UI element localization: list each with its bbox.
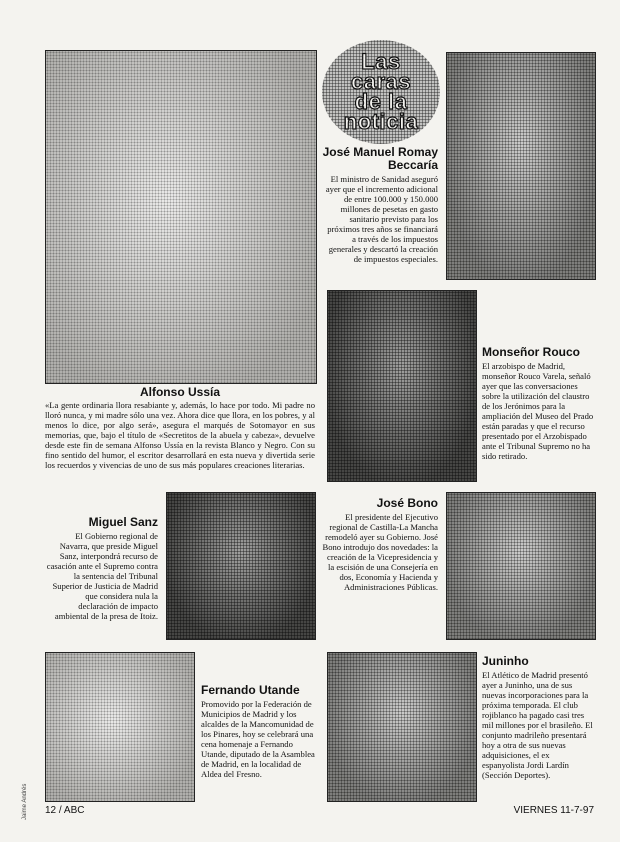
profile-name-miguel-sanz: Miguel Sanz [88, 515, 158, 529]
profile-name-monsenor-rouco: Monseñor Rouco [482, 345, 580, 359]
photo-fernando-utande [45, 652, 195, 802]
photo-romay-beccaria [446, 52, 596, 280]
photo-credit: Jaime Andrés [22, 783, 28, 820]
profile-name-romay-beccaria: José Manuel Romay Beccaría [322, 145, 438, 172]
profile-text-jose-bono: El presidente del Ejecutivo regional de Castilla-La Mancha remodeló ayer su Gobierno. José Bono introdujo dos novedades: la creación de la Vicepresidencia y la escisión de una Consejería en dos, Economía y Hacienda y Administraciones Públicas. [322, 512, 438, 592]
section-logo-line3: de la [354, 89, 408, 114]
profile-name-fernando-utande: Fernando Utande [201, 683, 300, 697]
photo-monsenor-rouco [327, 290, 477, 482]
page-number: 12 / ABC [45, 805, 85, 816]
profile-text-fernando-utande: Promovido por la Federación de Municipios de Madrid y los alcaldes de la Mancomunidad de los Pinares, hoy se celebrará una cena homenaje a Fernando Utande, diputado de la Asamblea de Madrid, en la localidad de Aldea del Fresno. [201, 699, 315, 779]
photo-miguel-sanz [166, 492, 316, 640]
photo-alfonso-ussia [45, 50, 317, 384]
profile-text-juninho: El Atlético de Madrid presentó ayer a Juninho, una de sus nuevas incorporaciones para la próxima temporada. El club rojiblanco ha pagado casi tres mil millones por el brasileño. El conjunto madrileño presentará hoy a otra de sus nuevas adquisiciones, el ex espanyolista Jordi Lardín (Sección Deportes). [482, 670, 593, 780]
section-logo-line4: noticia [343, 109, 419, 134]
profile-name-alfonso-ussia: Alfonso Ussía [139, 385, 220, 399]
profile-text-romay-beccaria: El ministro de Sanidad aseguró ayer que el incremento adicional de entre 100.000 y 150.000 millones de pesetas en gasto sanitario previsto para los próximos tres años se financiará a través de los impuestos generales y descartó la creación de impuestos especiales. [325, 174, 438, 264]
issue-date: VIERNES 11-7-97 [513, 805, 594, 816]
photo-jose-bono [446, 492, 596, 640]
profile-name-juninho: Juninho [482, 654, 529, 668]
profile-text-monsenor-rouco: El arzobispo de Madrid, monseñor Rouco Varela, señaló ayer que las conversaciones sobre la utilización del claustro de los Jerónimos para la ampliación del Museo del Prado están paradas y que el recurso presentado por el Arzobispado ante el Tribunal Supremo no ha sido retirado. [482, 361, 594, 461]
section-logo-line1: Las [361, 49, 401, 74]
profile-text-miguel-sanz: El Gobierno regional de Navarra, que preside Miguel Sanz, interpondrá recurso de casación ante el Supremo contra la sentencia del Tribunal Superior de Justicia de Madrid que considera nula la declaración de impacto ambiental de la presa de Itoiz. [46, 531, 158, 621]
profile-name-jose-bono: José Bono [376, 496, 438, 510]
profile-text-alfonso-ussia: «La gente ordinaria llora resabiante y, además, lo hace por todo. Mi padre no lloró nunca, y mi madre sólo una vez. Ahora dice que llora, en los pobres, y al menos lo dice, por algo será», asegura el marqués de Sotomayor en sus memorias, que, bajo el título de «Secretitos de la abuela y cabeza», devuelve desde este fin de semana Alfonso Ussía en la revista Blanco y Negro. Con su fino sentido del humor, el escritor desarrollará en esta nueva y divertida serie los recuerdos y vivencias de uno de sus más populares creaciones literarias. [45, 400, 315, 470]
section-logo-line2: caras [350, 69, 411, 94]
section-logo [322, 40, 440, 144]
photo-juninho [327, 652, 477, 802]
